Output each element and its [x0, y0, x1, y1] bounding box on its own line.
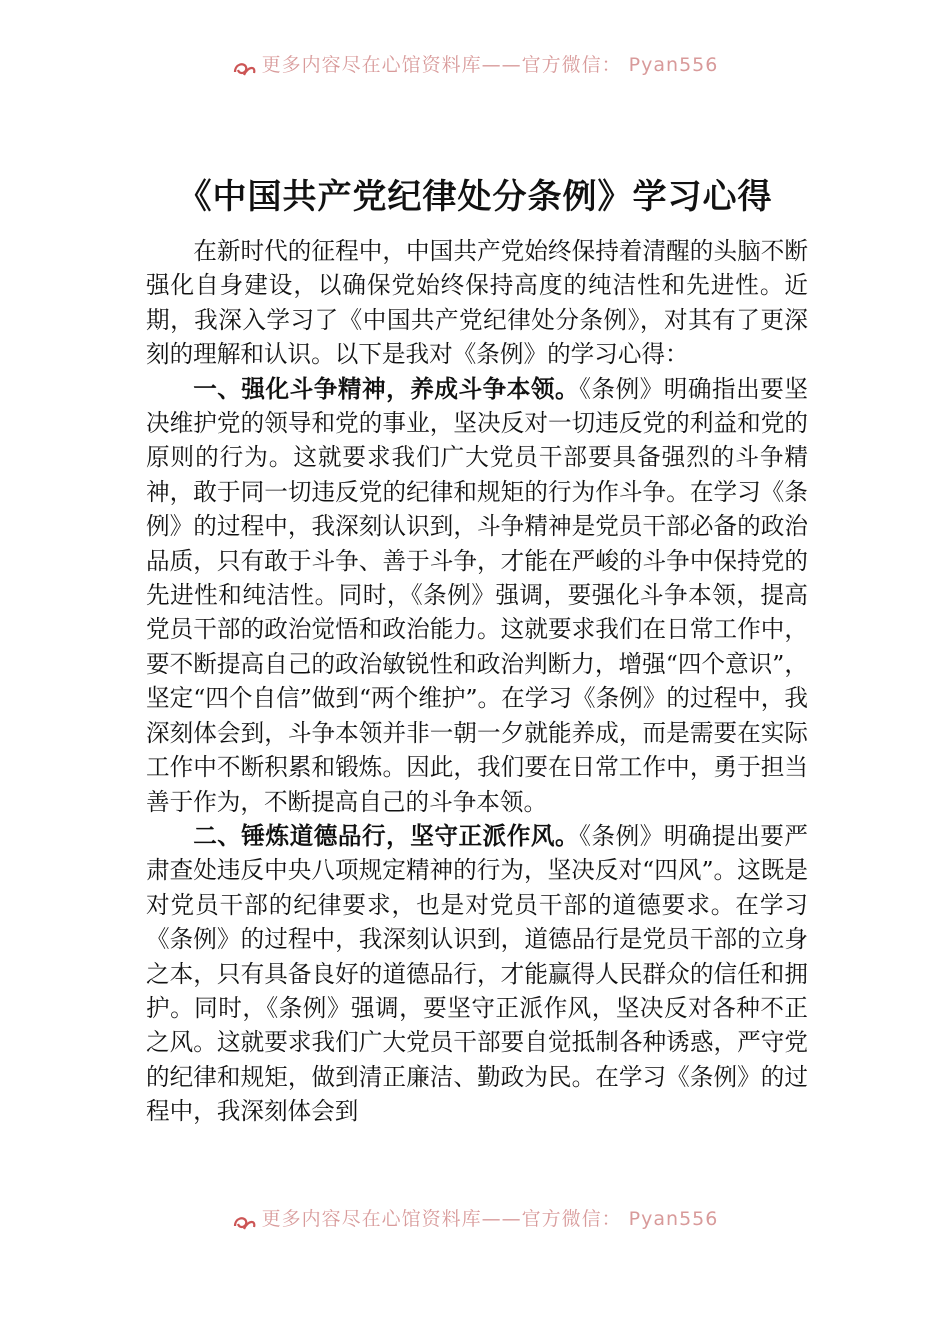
- section-body-2: 《条例》明确提出要严肃查处违反中央八项规定精神的行为，坚决反对“四风”。这既是对党员干部的纪律要求，也是对党员干部的道德要求。在学习《条例》的过程中，我深刻认识到，道德品行是党员干部的立身之本，只有具备良好的道德品行，才能赢得人民群众的信任和拥护。同时，《条例》强调，要坚守正派作风，坚决反对各种不正之风。这就要求我们广大党员干部要自觉抵制各种诱惑，严守党的纪律和规矩，做到清正廉洁、勤政为民。在学习《条例》的过程中，我深刻体会到: [146, 821, 809, 1126]
- section-heading-1: 一、强化斗争精神，养成斗争本领。: [193, 374, 580, 403]
- watermark-logo-icon: [232, 1212, 258, 1234]
- watermark-footer: [0, 1206, 950, 1240]
- watermark-text: 更多内容尽在心馆资料库——官方微信： Pyan556: [261, 1207, 719, 1230]
- document-body: [146, 234, 808, 1129]
- watermark-logo-icon: [232, 58, 258, 80]
- section-body-1: 《条例》明确指出要坚决维护党的领导和党的事业，坚决反对一切违反党的利益和党的原则的行为。这就要求我们广大党员干部要具备强烈的斗争精神，敢于同一切违反党的纪律和规矩的行为作斗争。在学习《条例》的过程中，我深刻认识到，斗争精神是党员干部必备的政治品质，只有敢于斗争、善于斗争，才能在严峻的斗争中保持党的先进性和纯洁性。同时，《条例》强调，要强化斗争本领，提高党员干部的政治觉悟和政治能力。这就要求我们在日常工作中，要不断提高自己的政治敏锐性和政治判断力，增强“四个意识”，坚定“四个自信”做到“两个维护”。在学习《条例》的过程中，我深刻体会到，斗争本领并非一朝一夕就能养成，而是需要在实际工作中不断积累和锻炼。因此，我们要在日常工作中，勇于担当善于作为，不断提高自己的斗争本领。: [146, 374, 809, 816]
- watermark-header: [0, 52, 950, 86]
- section-paragraph-1: [146, 372, 808, 819]
- section-paragraph-2: [146, 819, 808, 1129]
- section-heading-2: 二、锤炼道德品行，坚守正派作风。: [193, 821, 580, 850]
- intro-paragraph: 在新时代的征程中，中国共产党始终保持着清醒的头脑不断强化自身建设，以确保党始终保持高度的纯洁性和先进性。近期，我深入学习了《中国共产党纪律处分条例》，对其有了更深刻的理解和认识。以下是我对《条例》的学习心得：: [146, 237, 808, 369]
- watermark-text: 更多内容尽在心馆资料库——官方微信： Pyan556: [261, 53, 719, 76]
- page-title: 《中国共产党纪律处分条例》学习心得: [177, 177, 773, 217]
